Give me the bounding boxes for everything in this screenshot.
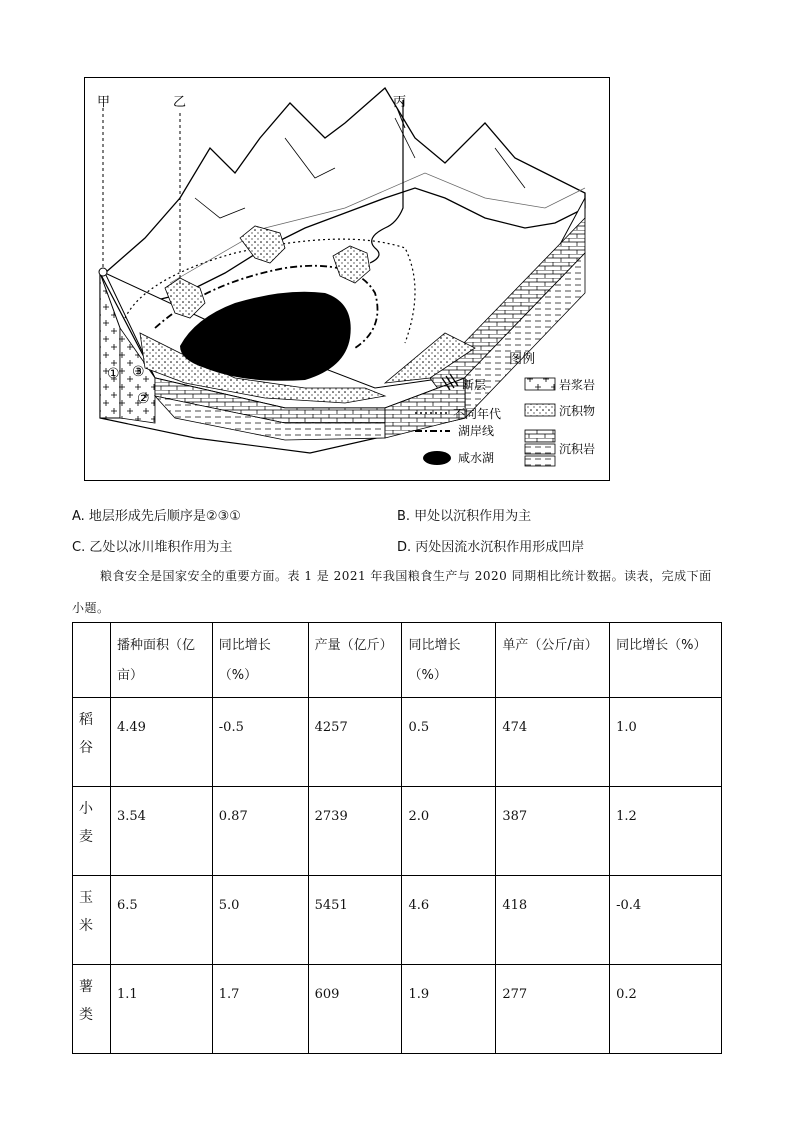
- table-row: [73, 876, 722, 965]
- table-cell: 5.0: [212, 876, 308, 965]
- table-cell: 1.0: [610, 698, 722, 787]
- table-cell: 1.1: [110, 965, 212, 1054]
- option-c: C. 乙处以冰川堆积作用为主: [72, 540, 233, 555]
- table-cell: 387: [496, 787, 610, 876]
- svg-text:湖岸线: 湖岸线: [458, 424, 495, 438]
- table-cell: 609: [308, 965, 402, 1054]
- table-cell: 277: [496, 965, 610, 1054]
- layer-label-1: ①: [107, 366, 120, 382]
- table-cell: 0.2: [610, 965, 722, 1054]
- table-cell: 474: [496, 698, 610, 787]
- table-cell: 5451: [308, 876, 402, 965]
- salt-lake: [180, 292, 351, 381]
- table-header-cell: [73, 623, 111, 698]
- block-diagram: [85, 78, 609, 480]
- table-cell: 4.6: [402, 876, 496, 965]
- legend-sediment: [525, 403, 595, 418]
- table-row: [73, 698, 722, 787]
- table-header-cell: 播种面积（亿亩）: [110, 623, 212, 698]
- table-header-cell: 产量（亿斤）: [308, 623, 402, 698]
- table-cell: 418: [496, 876, 610, 965]
- table-cell: 2739: [308, 787, 402, 876]
- table-cell: 1.9: [402, 965, 496, 1054]
- crop-name: 稻谷: [79, 712, 93, 756]
- svg-text:岩浆岩: 岩浆岩: [559, 378, 596, 392]
- crop-name: 玉米: [79, 890, 93, 934]
- table-row: [73, 965, 722, 1054]
- svg-text:咸水湖: 咸水湖: [458, 451, 495, 465]
- svg-text:沉积物: 沉积物: [559, 404, 596, 418]
- table-cell: -0.4: [610, 876, 722, 965]
- table-cell: 1.7: [212, 965, 308, 1054]
- crop-name: 小麦: [79, 801, 93, 845]
- table-cell: 0.5: [402, 698, 496, 787]
- site-label-bing: 丙: [393, 95, 407, 110]
- table-cell: -0.5: [212, 698, 308, 787]
- svg-text:断层: 断层: [462, 378, 487, 392]
- layer-label-3: ③: [132, 364, 145, 380]
- option-b: B. 甲处以沉积作用为主: [397, 509, 532, 524]
- question-intro: 粮食安全是国家安全的重要方面。表 1 是 2021 年我国粮食生产与 2020 同期相比统计数据。读表，完成下面小题。: [72, 569, 712, 615]
- legend-title: 图例: [509, 352, 536, 367]
- grain-production-table: [72, 622, 722, 1054]
- geology-figure: [84, 77, 610, 481]
- table-cell: 2.0: [402, 787, 496, 876]
- table-cell: 6.5: [110, 876, 212, 965]
- table-cell: 4.49: [110, 698, 212, 787]
- legend-sedimentary-rock: [525, 430, 595, 466]
- site-label-jia: 甲: [97, 95, 111, 110]
- legend-lake: [423, 450, 494, 465]
- legend-magma: [525, 377, 595, 392]
- table-header-row: [73, 623, 722, 698]
- option-a: A. 地层形成先后顺序是②③①: [72, 509, 241, 524]
- table-cell: 0.87: [212, 787, 308, 876]
- svg-text:沉积岩: 沉积岩: [559, 442, 596, 456]
- svg-text:不同年代: 不同年代: [453, 407, 502, 421]
- table-row: [73, 787, 722, 876]
- crop-name: 薯类: [79, 979, 93, 1023]
- site-label-yi: 乙: [173, 95, 187, 110]
- table-cell: 4257: [308, 698, 402, 787]
- table-header-cell: 同比增长（%）: [402, 623, 496, 698]
- option-d: D. 丙处因流水沉积作用形成凹岸: [397, 540, 585, 555]
- layer-label-2: ②: [137, 391, 150, 407]
- table-header-cell: 同比增长（%）: [610, 623, 722, 698]
- table-header-cell: 同比增长（%）: [212, 623, 308, 698]
- table-cell: 1.2: [610, 787, 722, 876]
- table-header-cell: 单产（公斤/亩）: [496, 623, 610, 698]
- table-cell: 3.54: [110, 787, 212, 876]
